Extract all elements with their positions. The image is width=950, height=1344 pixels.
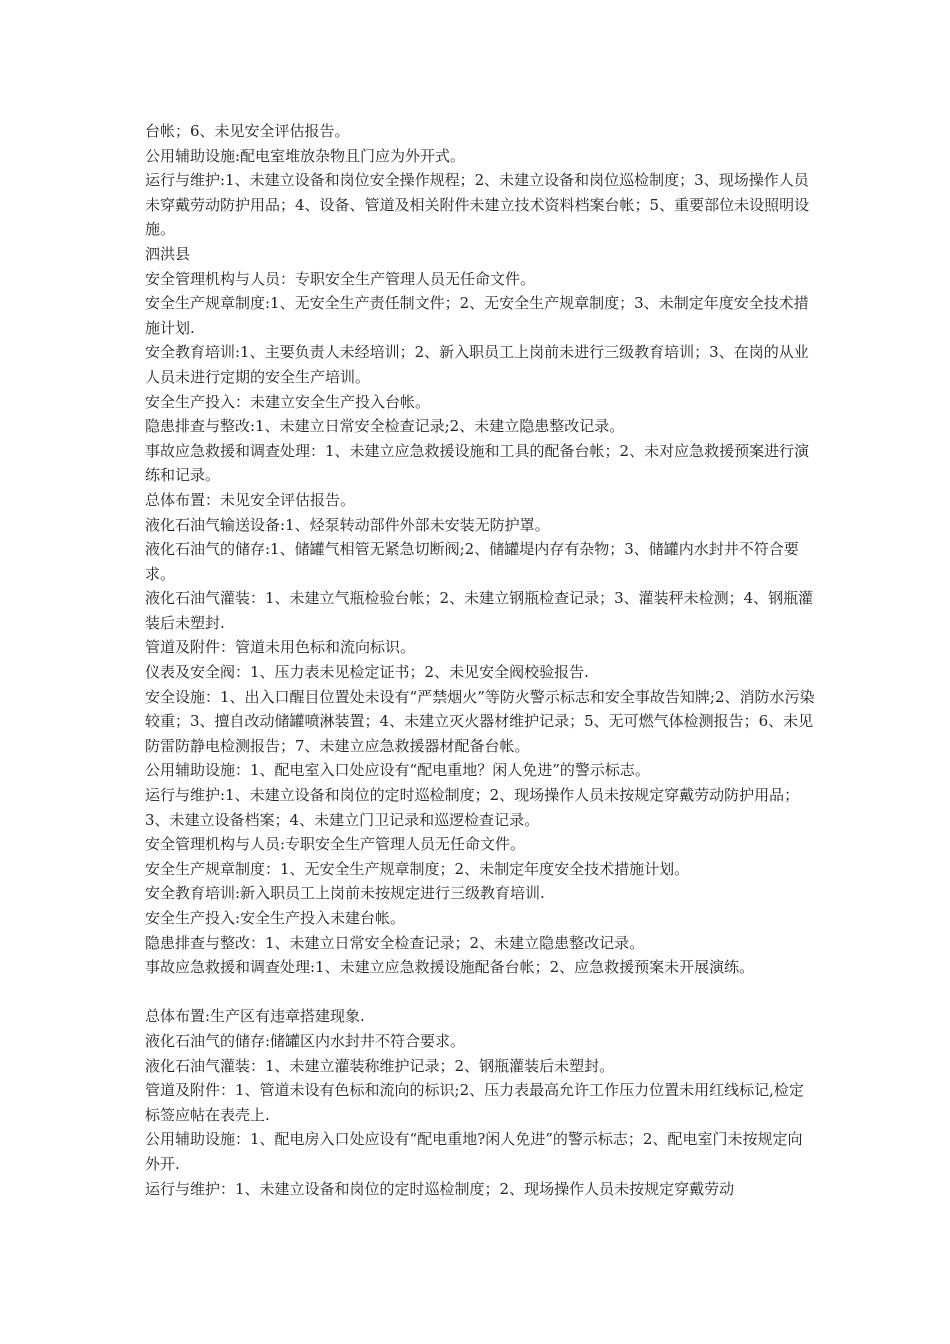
paragraph: 液化石油气灌装：1、未建立气瓶检验台帐；2、未建立钢瓶检查记录；3、灌装秤未检测；4、钢瓶灌装后未塑封. [145, 589, 814, 632]
paragraph: 管道及附件：管道未用色标和流向标识。 [145, 638, 416, 657]
paragraph: 总体布置:生产区有违章搭建现象. [145, 1007, 365, 1026]
paragraph: 运行与维护:1、未建立设备和岗位的定时巡检制度；2、现场操作人员未按规定穿戴劳动防护用品；3、未建立设备档案；4、未建立门卫记录和巡逻检查记录。 [145, 786, 800, 829]
paragraph: 液化石油气灌装：1、未建立灌装称维护记录；2、钢瓶灌装后未塑封。 [145, 1056, 615, 1075]
paragraph: 事故应急救援和调查处理:1、未建立应急救援设施配备台帐；2、应急救援预案未开展演练。 [145, 958, 755, 977]
paragraph: 安全教育培训:新入职员工上岗前未按规定进行三级教育培训. [145, 884, 545, 903]
paragraph: 隐患排查与整改：1、未建立日常安全检查记录；2、未建立隐患整改记录。 [145, 933, 645, 952]
document-body [145, 119, 815, 1201]
paragraph: 安全管理机构与人员:专职安全生产管理人员无任命文件。 [145, 835, 526, 854]
blank-line [145, 980, 815, 1005]
paragraph: 安全管理机构与人员：专职安全生产管理人员无任命文件。 [145, 269, 536, 288]
paragraph: 液化石油气输送设备:1、烃泵转动部件外部未安装无防护罩。 [145, 515, 550, 534]
paragraph: 公用辅助设施:配电室堆放杂物且门应为外开式。 [145, 146, 466, 165]
paragraph: 隐患排查与整改:1、未建立日常安全检查记录;2、未建立隐患整改记录。 [145, 417, 625, 436]
paragraph: 公用辅助设施：1、配电室入口处应设有“配电重地？闲人免进”的警示标志。 [145, 761, 650, 780]
paragraph: 安全设施：1、出入口醒目位置处未设有“严禁烟火”等防火警示标志和安全事故告知牌;2、消防水污染较重；3、擅自改动储罐喷淋装置；4、未建立灭火器材维护记录；5、无可燃气体检测报告；6、未见防雷防静电检测报告；7、未建立应急救援器材配备台帐。 [145, 687, 815, 755]
paragraph: 仪表及安全阀：1、压力表未见检定证书；2、未见安全阀校验报告. [145, 663, 589, 682]
paragraph: 安全生产规章制度:1、无安全生产责任制文件；2、无安全生产规章制度；3、未制定年度安全技术措施计划. [145, 294, 809, 337]
section-heading: 泗洪县 [145, 244, 191, 263]
paragraph: 总体布置：未见安全评估报告。 [145, 490, 356, 509]
paragraph: 安全生产规章制度：1、无安全生产规章制度；2、未制定年度安全技术措施计划。 [145, 859, 690, 878]
paragraph: 液化石油气的储存:储罐区内水封井不符合要求。 [145, 1031, 466, 1050]
paragraph: 运行与维护：1、未建立设备和岗位的定时巡检制度；2、现场操作人员未按规定穿戴劳动 [145, 1179, 735, 1198]
paragraph: 运行与维护:1、未建立设备和岗位安全操作规程；2、未建立设备和岗位巡检制度；3、现场操作人员未穿戴劳动防护用品；4、设备、管道及相关附件未建立技术资料档案台帐；5、重要部位未设照明设施。 [145, 171, 810, 239]
paragraph: 液化石油气的储存:1、储罐气相管无紧急切断阀;2、储罐堤内存有杂物；3、储罐内水封井不符合要求。 [145, 540, 799, 583]
paragraph: 管道及附件：1、管道未设有色标和流向的标识;2、压力表最高允许工作压力位置未用红线标记,检定标签应帖在表壳上. [145, 1081, 804, 1124]
paragraph: 安全生产投入：未建立安全生产投入台帐。 [145, 392, 431, 411]
paragraph: 台帐；6、未见安全评估报告。 [145, 122, 350, 140]
paragraph: 安全生产投入:安全生产投入未建台帐。 [145, 909, 406, 927]
paragraph: 公用辅助设施：1、配电房入口处应设有“配电重地?闲人免进”的警示标志；2、配电室门未按规定向外开. [145, 1130, 803, 1173]
paragraph: 事故应急救援和调查处理：1、未建立应急救援设施和工具的配备台帐；2、未对应急救援预案进行演练和记录。 [145, 441, 810, 485]
paragraph: 安全教育培训:1、主要负责人未经培训；2、新入职员工上岗前未进行三级教育培训；3、在岗的从业人员未进行定期的安全生产培训。 [145, 343, 809, 386]
